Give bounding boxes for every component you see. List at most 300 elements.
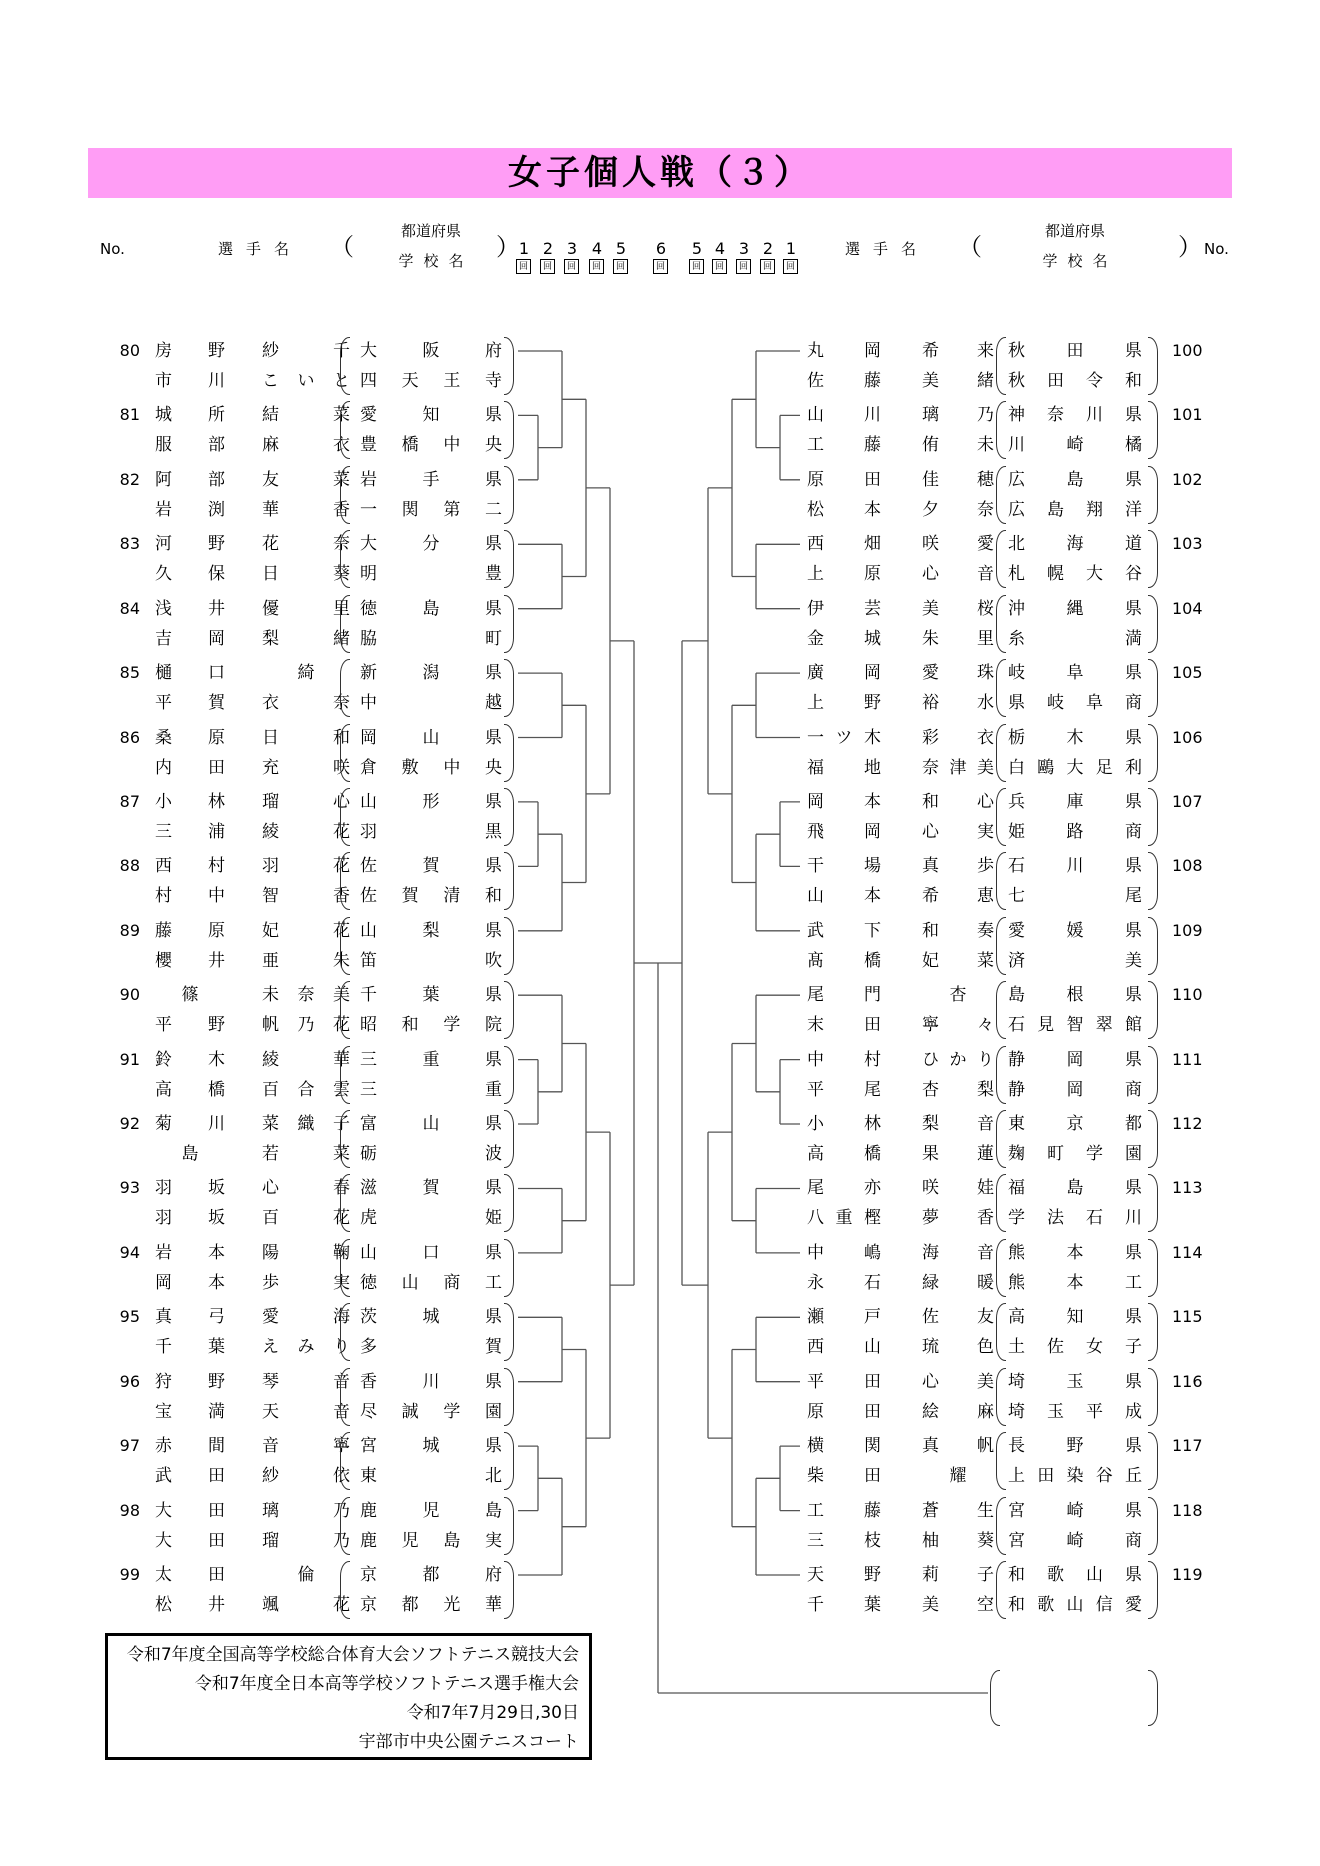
player1-surname xyxy=(155,663,225,683)
name-char: 瀬 xyxy=(807,1307,824,1328)
name-char: 土 xyxy=(1008,1337,1025,1358)
player1-givenname xyxy=(262,1436,350,1456)
pref-header-right: 都道府県 xyxy=(1044,222,1105,240)
player1-givenname xyxy=(922,1050,994,1070)
player2-surname xyxy=(807,1144,881,1164)
school-paren-open xyxy=(996,1497,1006,1555)
name-char: 脇 xyxy=(360,628,377,649)
entry-number: 85 xyxy=(119,663,140,683)
school-paren-close xyxy=(504,981,514,1039)
school-name xyxy=(360,886,502,906)
name-char: 山 xyxy=(864,1337,881,1358)
name-char: 服 xyxy=(155,435,172,456)
name-char: 県 xyxy=(485,1242,502,1263)
prefecture xyxy=(1008,470,1142,490)
name-char: 岡 xyxy=(864,821,881,842)
entry-number: 95 xyxy=(119,1307,140,1327)
player2-surname xyxy=(155,1015,225,1035)
name-char: 信 xyxy=(1095,1594,1113,1615)
name-char: 道 xyxy=(1125,534,1142,555)
score-column-number: 2 xyxy=(542,239,554,258)
name-char: 岡 xyxy=(1066,1079,1084,1100)
name-char: 田 xyxy=(864,1371,881,1392)
name-char: 海 xyxy=(333,1307,350,1328)
name-char: 乃 xyxy=(333,1530,350,1551)
name-char: 尽 xyxy=(360,1401,377,1422)
name-char: 橘 xyxy=(1125,435,1142,456)
name-char: 宮 xyxy=(1008,1500,1025,1521)
name-char: 中 xyxy=(807,1242,824,1263)
player2-surname xyxy=(807,1595,881,1615)
name-char: 橋 xyxy=(864,950,881,971)
name-char: 尾 xyxy=(1125,886,1142,907)
name-char: 縄 xyxy=(1066,598,1084,619)
school-name xyxy=(360,822,502,842)
name-char: 田 xyxy=(864,1401,881,1422)
name-char: 沖 xyxy=(1008,598,1025,619)
entry-number: 101 xyxy=(1172,405,1203,425)
player1-givenname xyxy=(922,1565,994,1585)
name-char: 女 xyxy=(1086,1337,1103,1358)
school-name xyxy=(1008,1208,1142,1228)
pref-header-left: 都道府県 xyxy=(400,222,461,240)
name-char: 県 xyxy=(1125,1178,1142,1199)
player2-givenname xyxy=(922,564,994,584)
school-name xyxy=(360,435,502,455)
name-char: 石 xyxy=(1008,856,1025,877)
name-char: 鈴 xyxy=(155,1049,172,1070)
name-char: 村 xyxy=(155,886,172,907)
player2-surname xyxy=(155,822,225,842)
player2-surname xyxy=(807,886,881,906)
player2-givenname xyxy=(922,1337,994,1357)
school-paren-open xyxy=(996,530,1006,588)
school-paren-open xyxy=(996,1239,1006,1297)
prefecture xyxy=(360,1501,502,1521)
name-char: 智 xyxy=(262,886,279,907)
player1-givenname xyxy=(262,341,350,361)
name-char: 大 xyxy=(360,341,377,361)
name-char: 黒 xyxy=(485,821,502,842)
player1-givenname xyxy=(922,341,994,361)
prefecture xyxy=(1008,341,1142,361)
name-char: 海 xyxy=(922,1242,939,1263)
school-paren-close xyxy=(504,466,514,524)
name-char: 徳 xyxy=(360,1272,377,1293)
name-char: 県 xyxy=(1125,663,1142,684)
name-char: 娃 xyxy=(977,1178,994,1199)
event-info-box xyxy=(105,1633,592,1760)
name-char: 商 xyxy=(1125,821,1142,842)
school-name xyxy=(1008,435,1142,455)
player1-surname xyxy=(155,1565,225,1585)
school-paren-open xyxy=(340,724,350,782)
name-char: 川 xyxy=(1125,1208,1142,1229)
school-paren-open xyxy=(996,1303,1006,1361)
name-char: 大 xyxy=(1066,757,1084,778)
name-char: 飛 xyxy=(807,821,824,842)
name-char: 羽 xyxy=(360,821,377,842)
name-char: 翔 xyxy=(1086,499,1103,520)
name-char: 菜 xyxy=(977,950,994,971)
name-char: 心 xyxy=(922,821,939,842)
name-char: 希 xyxy=(922,341,939,361)
prefecture xyxy=(1008,1501,1142,1521)
name-char: 姫 xyxy=(1008,821,1025,842)
name-char: 敷 xyxy=(401,757,419,778)
name-char: 裕 xyxy=(922,693,939,714)
name-char: 和 xyxy=(401,1015,419,1036)
name-char: 篠 xyxy=(181,985,199,1006)
school-name xyxy=(1008,371,1142,391)
prefecture xyxy=(360,534,502,554)
name-char: 上 xyxy=(807,564,824,585)
name-char: 紗 xyxy=(262,1466,279,1487)
school-name xyxy=(1008,1273,1142,1293)
name-char: 西 xyxy=(807,1337,824,1358)
name-char: り xyxy=(333,1337,350,1358)
name-char: 愛 xyxy=(977,534,994,555)
name-char: 第 xyxy=(443,499,461,520)
bracket-path xyxy=(518,351,988,1693)
name-char: 口 xyxy=(422,1242,440,1263)
name-char: 地 xyxy=(864,757,881,778)
name-char: 津 xyxy=(949,757,967,778)
name-char: 形 xyxy=(422,791,440,812)
player1-givenname xyxy=(922,470,994,490)
entry-number: 110 xyxy=(1172,985,1203,1005)
name-char: 春 xyxy=(333,1178,350,1199)
player2-surname xyxy=(807,1337,881,1357)
name-char: 工 xyxy=(807,435,824,456)
name-char: 石 xyxy=(864,1272,881,1293)
name-char: 県 xyxy=(1125,405,1142,426)
name-char: 松 xyxy=(155,1594,172,1615)
name-char: 岡 xyxy=(208,628,225,649)
name-char: 豊 xyxy=(485,564,502,585)
name-char: 西 xyxy=(807,534,824,555)
school-name xyxy=(1008,1015,1142,1035)
name-char: 穂 xyxy=(977,469,994,490)
name-char: 井 xyxy=(208,1594,225,1615)
name-char: 賀 xyxy=(208,693,225,714)
player2-surname xyxy=(155,758,225,778)
prefecture xyxy=(1008,1114,1142,1134)
school-paren-open xyxy=(340,1497,350,1555)
player1-givenname xyxy=(922,1243,994,1263)
school-paren-close xyxy=(504,1432,514,1490)
name-char: 智 xyxy=(1066,1015,1084,1036)
name-char: 県 xyxy=(1125,791,1142,812)
name-char: 石 xyxy=(1086,1208,1103,1229)
name-char: 音 xyxy=(262,1436,279,1457)
name-char: 川 xyxy=(208,1114,225,1135)
name-char: 中 xyxy=(807,1049,824,1070)
name-char: 咲 xyxy=(922,534,939,555)
player2-givenname xyxy=(922,500,994,520)
name-char: 幌 xyxy=(1047,564,1064,585)
name-char: 河 xyxy=(155,534,172,555)
player1-surname xyxy=(155,1436,225,1456)
name-char: 工 xyxy=(1125,1272,1142,1293)
player1-surname xyxy=(807,1565,881,1585)
name-char: 県 xyxy=(1125,341,1142,361)
player1-surname xyxy=(155,1501,225,1521)
prefecture xyxy=(360,1178,502,1198)
name-char: 若 xyxy=(262,1144,279,1165)
name-char: 奈 xyxy=(333,693,350,714)
name-char: 平 xyxy=(807,1079,824,1100)
name-char: 静 xyxy=(1008,1079,1025,1100)
name-char: 蓮 xyxy=(977,1144,994,1165)
name-char: 佐 xyxy=(807,371,824,391)
name-char: 美 xyxy=(1125,950,1142,971)
school-paren-close xyxy=(504,1368,514,1426)
name-char: 田 xyxy=(208,1500,225,1521)
name-char: 里 xyxy=(333,598,350,619)
name-char: 成 xyxy=(1125,1401,1142,1422)
name-char: 賀 xyxy=(422,1178,440,1199)
player2-surname xyxy=(807,564,881,584)
name-char: 葵 xyxy=(333,564,350,585)
school-paren-close xyxy=(1148,1046,1158,1104)
prefecture xyxy=(360,985,502,1005)
school-paren-open xyxy=(996,401,1006,459)
school-name xyxy=(360,1080,502,1100)
name-char: 未 xyxy=(262,985,279,1006)
name-char: 美 xyxy=(922,371,939,391)
name-char: 岩 xyxy=(155,1242,172,1263)
school-name xyxy=(1008,500,1142,520)
name-char: こ xyxy=(262,371,279,391)
name-char: 心 xyxy=(977,791,994,812)
name-char: 埼 xyxy=(1008,1371,1025,1392)
name-char: 岐 xyxy=(1047,693,1064,714)
name-char: 愛 xyxy=(360,405,377,426)
player2-surname xyxy=(807,629,881,649)
score-round-box: 回 xyxy=(613,259,628,274)
name-char: 城 xyxy=(422,1307,440,1328)
entry-number: 91 xyxy=(119,1049,140,1069)
name-char: 佐 xyxy=(922,1307,939,1328)
name-char: 丸 xyxy=(807,341,824,361)
player2-surname xyxy=(155,1144,225,1164)
name-char: 菜 xyxy=(333,1144,350,1165)
player1-givenname xyxy=(262,663,350,683)
score-column-number: 4 xyxy=(714,239,726,258)
name-char: 菜 xyxy=(333,469,350,490)
name-char: 市 xyxy=(155,371,172,391)
player1-surname xyxy=(155,341,225,361)
name-char: 徳 xyxy=(360,598,377,619)
name-char: 城 xyxy=(155,405,172,426)
player2-surname xyxy=(155,1402,225,1422)
name-char: 町 xyxy=(1047,1144,1064,1165)
name-char: 鷗 xyxy=(1037,757,1055,778)
school-paren-close xyxy=(1148,595,1158,653)
name-char: 美 xyxy=(977,1371,994,1392)
name-char: 県 xyxy=(485,1436,502,1457)
name-char: 子 xyxy=(977,1564,994,1585)
name-char: 兵 xyxy=(1008,791,1025,812)
name-char: 原 xyxy=(807,469,824,490)
name-char: 妃 xyxy=(262,920,279,941)
name-char: 佐 xyxy=(360,856,377,877)
school-paren-close xyxy=(1148,852,1158,910)
name-char: 帆 xyxy=(262,1015,279,1036)
name-char: 岩 xyxy=(155,499,172,520)
name-char: 県 xyxy=(485,920,502,941)
name-char: 朱 xyxy=(333,950,350,971)
name-char: 千 xyxy=(333,341,350,361)
name-char: 樋 xyxy=(155,663,172,684)
name-char: 尾 xyxy=(864,1079,881,1100)
player1-givenname xyxy=(262,1501,350,1521)
name-char: 富 xyxy=(360,1114,377,1135)
entry-number: 116 xyxy=(1172,1371,1203,1391)
entry-number: 90 xyxy=(119,985,140,1005)
name-char: 県 xyxy=(485,1371,502,1392)
name-char: 県 xyxy=(1125,1049,1142,1070)
name-char: 華 xyxy=(333,1049,350,1070)
name-char: 丘 xyxy=(1125,1466,1142,1487)
name-char: 城 xyxy=(422,1436,440,1457)
name-char: 誠 xyxy=(401,1401,419,1422)
name-char: 原 xyxy=(807,1401,824,1422)
player1-surname xyxy=(807,856,881,876)
school-name xyxy=(360,1337,502,1357)
name-char: 野 xyxy=(208,1371,225,1392)
player1-surname xyxy=(155,1178,225,1198)
player1-surname xyxy=(155,599,225,619)
score-round-box: 回 xyxy=(783,259,798,274)
name-char: 園 xyxy=(1125,1144,1142,1165)
name-char: 綾 xyxy=(262,821,279,842)
school-paren-close xyxy=(504,1174,514,1232)
name-char: 乃 xyxy=(333,1500,350,1521)
prefecture xyxy=(360,1372,502,1392)
name-char: 川 xyxy=(1066,856,1084,877)
player2-givenname xyxy=(922,1402,994,1422)
name-char: 奈 xyxy=(297,985,315,1006)
player1-surname xyxy=(155,921,225,941)
name-char: 県 xyxy=(485,405,502,426)
name-char: 光 xyxy=(443,1594,461,1615)
name-char: 県 xyxy=(485,1178,502,1199)
player2-surname xyxy=(155,1208,225,1228)
name-char: 心 xyxy=(922,1371,939,1392)
name-char: 麻 xyxy=(262,435,279,456)
name-char: 都 xyxy=(1125,1114,1142,1135)
school-name xyxy=(360,951,502,971)
entry-number: 100 xyxy=(1172,341,1203,360)
name-char: 県 xyxy=(485,1049,502,1070)
name-char: 和 xyxy=(1125,371,1142,391)
school-paren-close xyxy=(1148,917,1158,975)
name-char: 柚 xyxy=(922,1530,939,1551)
name-char: 朱 xyxy=(922,628,939,649)
name-char: 山 xyxy=(360,920,377,941)
player2-givenname xyxy=(922,371,994,391)
player1-givenname xyxy=(262,1307,350,1327)
name-char: 糸 xyxy=(1008,628,1025,649)
prefecture xyxy=(1008,599,1142,619)
score-column-number: 5 xyxy=(691,239,703,258)
name-char: 杏 xyxy=(922,1079,939,1100)
school-paren-close xyxy=(1148,724,1158,782)
name-char: 東 xyxy=(360,1466,377,1487)
player2-givenname xyxy=(262,1466,350,1486)
name-char: 大 xyxy=(360,534,377,555)
player1-givenname xyxy=(922,405,994,425)
name-char: 重 xyxy=(835,1208,853,1229)
player1-surname xyxy=(807,921,881,941)
name-char: 県 xyxy=(485,1307,502,1328)
name-char: 染 xyxy=(1066,1466,1084,1487)
player1-givenname xyxy=(262,985,350,1005)
name-char: 県 xyxy=(1125,856,1142,877)
score-column-number: 4 xyxy=(591,239,603,258)
name-char: 心 xyxy=(922,564,939,585)
name-char: 花 xyxy=(333,920,350,941)
name-char: 吉 xyxy=(155,628,172,649)
name-char: 菊 xyxy=(155,1114,172,1135)
player1-surname xyxy=(155,985,225,1005)
name-char: 札 xyxy=(1008,564,1025,585)
name-char: 砺 xyxy=(360,1144,377,1165)
school-paren-open xyxy=(996,917,1006,975)
name-char: 三 xyxy=(360,1079,377,1100)
player2-surname xyxy=(807,1208,881,1228)
player2-surname xyxy=(807,822,881,842)
name-char: 結 xyxy=(262,405,279,426)
player2-givenname xyxy=(262,1208,350,1228)
player1-surname xyxy=(155,1307,225,1327)
player2-givenname xyxy=(922,951,994,971)
player2-givenname xyxy=(922,822,994,842)
school-paren-open xyxy=(996,466,1006,524)
name-char: 本 xyxy=(864,791,881,812)
school-paren-close xyxy=(1148,1368,1158,1426)
prefecture xyxy=(1008,1565,1142,1585)
name-char: 商 xyxy=(1125,1530,1142,1551)
player1-givenname xyxy=(262,728,350,748)
name-char: 花 xyxy=(333,1594,350,1615)
name-char: 陽 xyxy=(262,1242,279,1263)
name-char: 山 xyxy=(807,405,824,426)
school-paren-open xyxy=(340,1368,350,1426)
school-paren-open xyxy=(340,530,350,588)
name-char: 愛 xyxy=(262,1307,279,1328)
name-char: ひ xyxy=(922,1049,939,1070)
player2-givenname xyxy=(922,435,994,455)
school-paren-open xyxy=(340,852,350,910)
player2-surname xyxy=(155,886,225,906)
name-char: 佐 xyxy=(1047,1337,1064,1358)
name-char: 宝 xyxy=(155,1401,172,1422)
player1-givenname xyxy=(922,985,994,1005)
school-paren-open xyxy=(340,337,350,395)
school-paren-open xyxy=(996,1368,1006,1426)
school-paren-close xyxy=(1148,1110,1158,1168)
entry-number: 118 xyxy=(1172,1500,1203,1520)
entry-number: 107 xyxy=(1172,791,1203,811)
name-char: 北 xyxy=(485,1466,502,1487)
player1-surname xyxy=(807,728,881,748)
score-column-number: 5 xyxy=(615,239,627,258)
name-char: 香 xyxy=(333,499,350,520)
name-char: 香 xyxy=(360,1371,377,1392)
